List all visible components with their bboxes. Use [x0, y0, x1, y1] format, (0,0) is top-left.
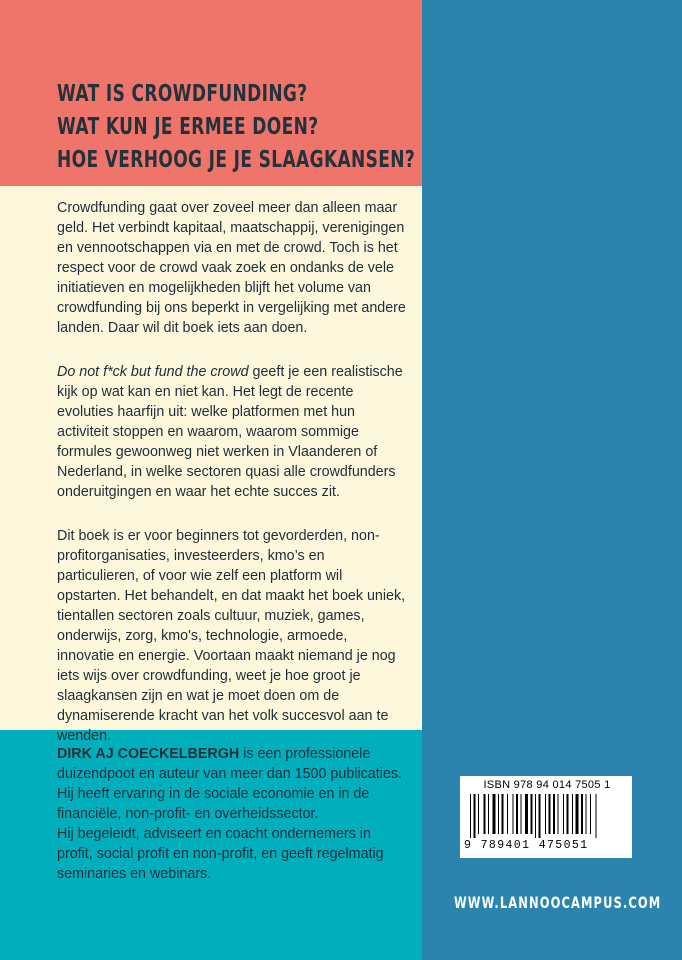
author-bio-paragraph-2: Hij begeleidt, adviseert en coacht ondernemers in profit, social profit en non-profit, en geeft regelmatig seminaries en webinars. [57, 826, 384, 882]
author-bio [57, 744, 407, 884]
barcode-icon [470, 794, 622, 838]
blurb-paragraph-2-text: geeft je een realistische kijk op wat kan en niet kan. Het legt de recente evoluties haarfijn uit: welke platformen met hun activiteit stoppen en waarom, waarom sommige formules gewoonweg niet werken in Vlaanderen of Nederland, in welke sectoren quasi alle crowdfunders onderuitgingen en waar het echte succes zit. [57, 364, 403, 500]
barcode-digits: 9 789401 475051 [464, 839, 589, 852]
headline-line-2: WAT KUN JE ERMEE DOEN? [57, 114, 319, 140]
author-bio-paragraph-1 [57, 744, 407, 824]
blurb-paragraph-1: Crowdfunding gaat over zoveel meer dan alleen maar geld. Het verbindt kapitaal, maatschappij, verenigingen en vennootschappen via en met de crowd. Toch is het respect voor de crowd vaak zoek en ondanks de vele initiatieven en mogelijkheden blijft het volume van crowdfunding bij ons beperkt in vergelijking met andere landen. Daar wil dit boek iets aan doen. [57, 200, 406, 336]
headline-line-1: WAT IS CROWDFUNDING? [57, 81, 308, 107]
author-bio-text: is een professionele duizendpoot en auteur van meer dan 1500 publicaties. Hij heeft ervaring in de sociale economie en in de financiële, non-profit- en overheidssector. [57, 746, 402, 822]
website-url: WWW.LANNOOCAMPUS.COM [454, 893, 662, 912]
blurb [57, 198, 407, 770]
blurb-paragraph-2 [57, 362, 407, 502]
headline [57, 78, 427, 177]
isbn-text: ISBN 978 94 014 7505 1 [483, 779, 611, 791]
author-name: DIRK AJ COECKELBERGH [57, 746, 240, 762]
blurb-paragraph-3: Dit boek is er voor beginners tot gevorderden, non-profitorganisaties, investeerders, kmo’s en particulieren, of voor wie zelf een platform wil opstarten. Het behandelt, en dat maakt het boek uniek, tientallen sectoren zoals cultuur, muziek, games, onderwijs, zorg, kmo's, technologie, armoede, innovatie en energie. Voortaan maakt niemand je nog iets wijs over crowdfunding, weet je hoe groot je slaagkansen zijn en wat je moet doen om de dynamiserende kracht van het volk succesvol aan te wenden. [57, 528, 406, 744]
book-title: Do not f*ck but fund the crowd [57, 364, 249, 380]
headline-line-3: HOE VERHOOG JE JE SLAAGKANSEN? [57, 147, 416, 173]
barcode-box [460, 776, 632, 858]
